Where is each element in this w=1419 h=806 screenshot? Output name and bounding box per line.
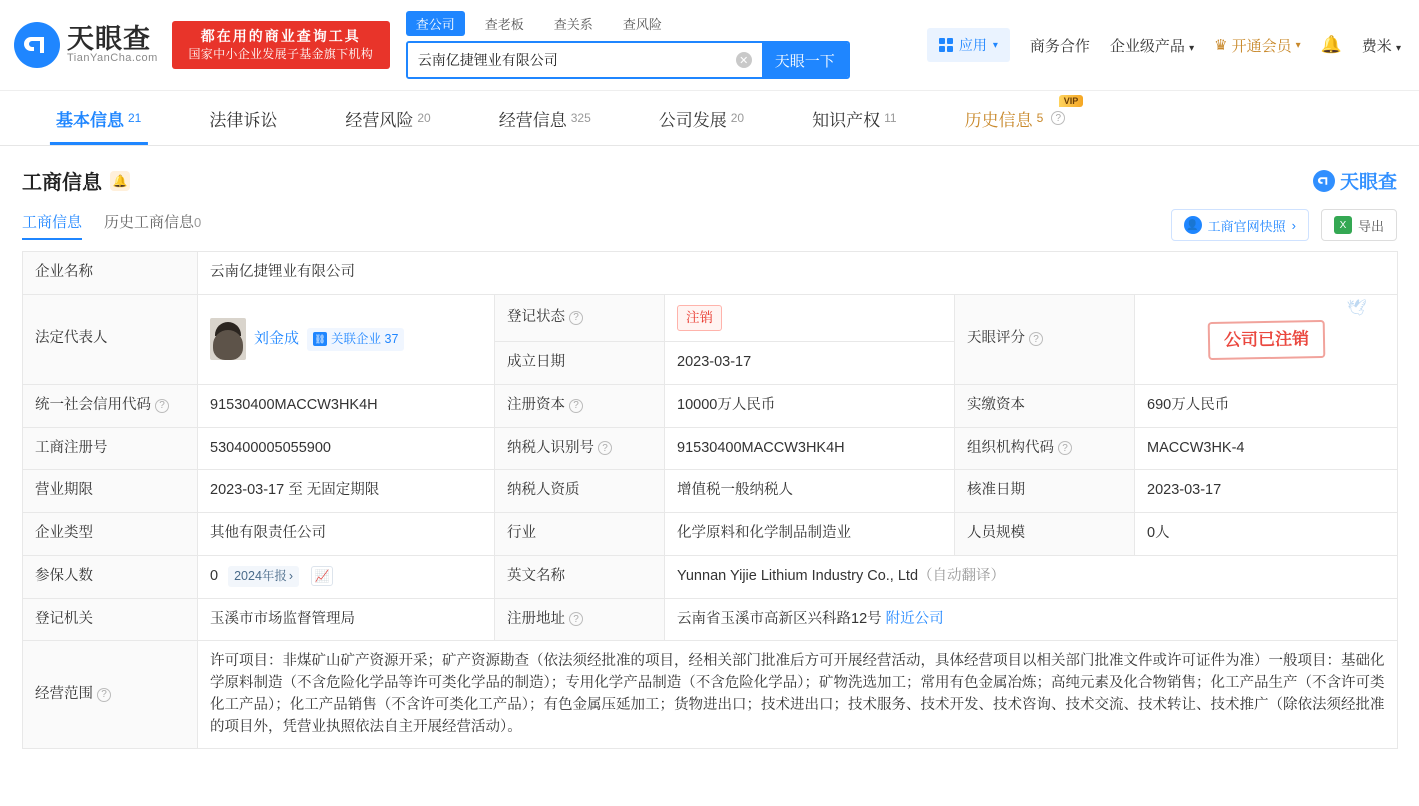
action-buttons [1171, 209, 1397, 241]
label-tianyan-score: 天眼评分 ? [955, 294, 1135, 384]
value-industry: 化学原料和化学制品制造业 [665, 513, 955, 556]
help-icon[interactable]: ? [598, 441, 612, 455]
nav-business-cooperation[interactable]: 商务合作 [1029, 37, 1090, 55]
chevron-right-icon: › [288, 568, 294, 583]
label-taxpayer-qualification: 纳税人资质 [495, 470, 665, 513]
label-org-code: 组织机构代码 ? [955, 427, 1135, 470]
nav-vip[interactable]: ♛ 开通会员 ▾ [1214, 37, 1301, 55]
bell-icon[interactable]: 🔔 [110, 171, 130, 191]
legal-rep-name-link[interactable]: 刘金成 [254, 330, 300, 347]
label-legal-representative: 法定代表人 [23, 294, 198, 384]
value-company-name: 云南亿捷锂业有限公司 [198, 252, 1398, 295]
label-registration-number: 工商注册号 [23, 427, 198, 470]
sub-tabs-row [22, 209, 1397, 241]
nearby-companies-link[interactable]: 附近公司 [885, 610, 944, 627]
help-icon[interactable]: ? [1058, 441, 1072, 455]
help-icon[interactable]: ? [569, 399, 583, 413]
label-registered-capital: 注册资本 ? [495, 384, 665, 427]
logo-text-cn: 天眼查 [67, 24, 151, 55]
label-credit-code: 统一社会信用代码 ? [23, 384, 198, 427]
sub-tabs [22, 211, 201, 240]
label-industry: 行业 [495, 513, 665, 556]
page-title: 工商信息 [22, 172, 102, 194]
tab-legal[interactable]: 法律诉讼 [209, 110, 278, 130]
tab-operating-info[interactable]: 经营信息 325 [498, 110, 591, 130]
value-insured-count: 0 2024年报 › 📈 [198, 555, 495, 598]
value-paid-in-capital: 690万人民币 [1135, 384, 1398, 427]
apps-label: 应用 [958, 37, 987, 53]
vip-badge: VIP [1059, 95, 1084, 107]
table-row [23, 252, 1398, 295]
label-approval-date: 核准日期 [955, 470, 1135, 513]
value-english-name: Yunnan Yijie Lithium Industry Co., Ltd（自动翻译） [665, 555, 1398, 598]
subtab-business-info[interactable]: 工商信息 [22, 211, 82, 240]
table-row [23, 555, 1398, 598]
main-tabs [0, 90, 1419, 146]
table-row [23, 384, 1398, 427]
value-registration-authority: 玉溪市市场监督管理局 [198, 598, 495, 641]
logo-icon [1313, 170, 1335, 192]
tab-risk[interactable]: 经营风险 20 [345, 110, 431, 130]
site-header [0, 0, 1419, 90]
help-icon[interactable]: ? [569, 311, 583, 325]
grid-icon [939, 38, 953, 52]
promo-banner [172, 21, 390, 69]
header-nav [927, 28, 1403, 62]
table-row [23, 513, 1398, 556]
table-row [23, 470, 1398, 513]
chevron-down-icon: ▾ [1189, 42, 1195, 54]
nav-enterprise-products[interactable]: 企业级产品 ▾ [1109, 37, 1195, 55]
help-icon[interactable]: ? [97, 688, 111, 702]
apps-button[interactable] [927, 28, 1010, 62]
logo[interactable] [14, 22, 158, 68]
search-button[interactable]: 天眼一下 [762, 43, 848, 77]
nav-user[interactable]: 费米 ▾ [1361, 37, 1401, 55]
search-tab-company[interactable]: 查公司 [406, 11, 465, 36]
value-approval-date: 2023-03-17 [1135, 470, 1398, 513]
label-insured-count: 参保人数 [23, 555, 198, 598]
label-registered-address: 注册地址 ? [495, 598, 665, 641]
company-cancelled-stamp: 公司已注销 [1207, 319, 1325, 359]
value-registration-status [665, 294, 955, 341]
person-icon: 👤 [1184, 216, 1202, 234]
logo-text-en: TianYanCha.com [67, 52, 158, 65]
value-taxpayer-id: 91530400MACCW3HK4H [665, 427, 955, 470]
search-tab-relation[interactable]: 查关系 [553, 17, 593, 32]
label-company-name: 企业名称 [23, 252, 198, 295]
value-tianyan-score [1135, 294, 1398, 384]
promo-line2: 国家中小企业发展子基金旗下机构 [188, 47, 374, 62]
export-button[interactable]: X 导出 [1321, 209, 1397, 241]
label-establish-date: 成立日期 [495, 342, 665, 385]
network-icon: ⛓ [313, 332, 327, 346]
label-company-type: 企业类型 [23, 513, 198, 556]
logo-icon [14, 22, 60, 68]
value-org-code: MACCW3HK-4 [1135, 427, 1398, 470]
tab-company-development[interactable]: 公司发展 20 [658, 110, 745, 130]
table-row [23, 294, 1398, 341]
help-icon[interactable]: ? [569, 612, 583, 626]
value-registered-address: 云南省玉溪市高新区兴科路12号 附近公司 [665, 598, 1398, 641]
annual-report-chip[interactable]: 2024年报 › [228, 566, 299, 587]
label-english-name: 英文名称 [495, 555, 665, 598]
export-icon: X [1334, 216, 1352, 234]
chart-icon[interactable]: 📈 [311, 566, 333, 586]
value-taxpayer-qualification: 增值税一般纳税人 [665, 470, 955, 513]
value-registration-number: 530400005055900 [198, 427, 495, 470]
search-box [406, 41, 850, 79]
watermark: 天眼查 [1313, 167, 1397, 194]
chevron-down-icon: ▾ [1395, 42, 1401, 54]
business-info-table [22, 251, 1398, 749]
search-input[interactable] [408, 43, 762, 77]
help-icon[interactable]: ? [1051, 111, 1065, 125]
search-tabs [406, 11, 850, 36]
table-row [23, 641, 1398, 749]
search-area [406, 11, 850, 79]
label-staff-size: 人员规模 [955, 513, 1135, 556]
chevron-down-icon: ▾ [1295, 39, 1301, 51]
table-row [23, 598, 1398, 641]
content-area [0, 146, 1419, 749]
help-icon[interactable]: ? [155, 399, 169, 413]
related-companies-chip[interactable]: ⛓ 关联企业 37 [307, 328, 404, 351]
value-establish-date: 2023-03-17 [665, 342, 955, 385]
chevron-down-icon: ▾ [992, 39, 998, 51]
promo-line1: 都在用的商业查询工具 [200, 28, 361, 45]
crown-icon: ♛ [1214, 37, 1228, 54]
official-snapshot-button[interactable]: 👤 工商官网快照 › [1171, 209, 1309, 241]
value-company-type: 其他有限责任公司 [198, 513, 495, 556]
label-business-term: 营业期限 [23, 470, 198, 513]
bell-icon[interactable]: 🔔 [1320, 35, 1342, 54]
bird-icon: 🕊 [1346, 299, 1367, 317]
value-business-scope: 许可项目：非煤矿山矿产资源开采；矿产资源勘查（依法须经批准的项目，经相关部门批准后方可开展经营活动，具体经营项目以相关部门批准文件或许可证件为准）一般项目：基础化学原料制造（不含危险化学品等许可类化学品的制造）；专用化学产品制造（不含危险化学品）；矿物洗选加工；常用有色金属冶炼；高纯元素及化合物销售；化工产品生产（不含许可类化工产品）；化工产品销售（不含许可类化工产品）；有色金属压延加工；货物进出口；技术进出口；技术服务、技术开发、技术咨询、技术交流、技术转让、技术推广（除依法须经批准的项目外，凭营业执照依法自主开展经营活动）。 [198, 641, 1398, 749]
label-registration-status: 登记状态 ? [495, 294, 665, 341]
value-credit-code: 91530400MACCW3HK4H [198, 384, 495, 427]
table-row [23, 427, 1398, 470]
label-business-scope: 经营范围 ? [23, 641, 198, 749]
clear-icon[interactable]: ✕ [736, 52, 752, 68]
tab-basic-info[interactable]: 基本信息 21 [22, 91, 175, 145]
value-business-term: 2023-03-17 至 无固定期限 [198, 470, 495, 513]
value-registered-capital: 10000万人民币 [665, 384, 955, 427]
chevron-right-icon: › [1291, 217, 1296, 233]
tab-history-info[interactable]: VIP 历史信息 5 ? [931, 91, 1100, 145]
status-badge: 注销 [677, 305, 722, 331]
label-paid-in-capital: 实缴资本 [955, 384, 1135, 427]
label-registration-authority: 登记机关 [23, 598, 198, 641]
search-tab-boss[interactable]: 查老板 [484, 17, 524, 32]
tab-intellectual-property[interactable]: 知识产权 11 [812, 110, 897, 130]
help-icon[interactable]: ? [1029, 332, 1043, 346]
label-taxpayer-id: 纳税人识别号 ? [495, 427, 665, 470]
avatar [210, 318, 246, 360]
subtab-history-business-info[interactable]: 历史工商信息0 [104, 213, 202, 231]
value-staff-size: 0人 [1135, 513, 1398, 556]
search-tab-risk[interactable]: 查风险 [622, 17, 662, 32]
section-header [22, 166, 1397, 195]
value-legal-representative [198, 294, 495, 384]
